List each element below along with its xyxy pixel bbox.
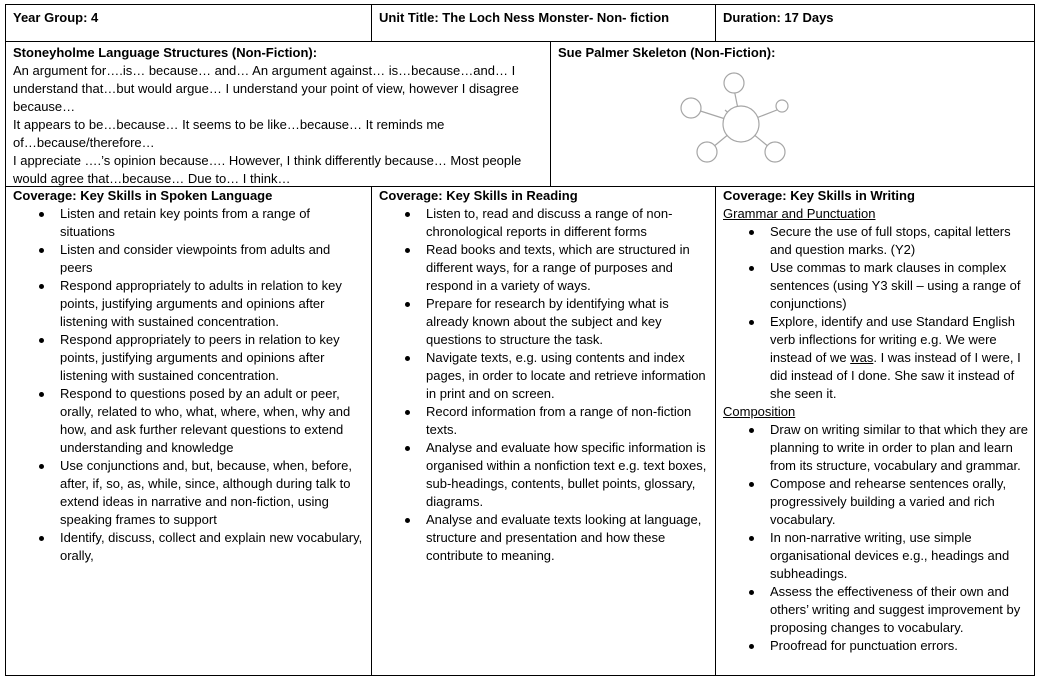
- list-item: Analyse and evaluate how specific information is organised within a nonfiction text e.g. text boxes, sub-headings, contents, bullet points, glossary, diagrams.: [426, 439, 709, 511]
- list-item: In non-narrative writing, use simple organisational devices e.g., headings and subheadings.: [770, 529, 1028, 583]
- list-item: Assess the effectiveness of their own and others’ writing and suggest improvement by proposing changes to vocabulary.: [770, 583, 1028, 637]
- language-line: An argument for….is… because… and… An argument against… is…because…and… I: [13, 63, 516, 78]
- skeleton-heading: Sue Palmer Skeleton (Non-Fiction):: [558, 45, 776, 60]
- unit-title-label: Unit Title: The Loch Ness Monster- Non- fiction: [379, 10, 670, 25]
- language-line: of…because/therefore…: [13, 135, 155, 150]
- language-line: understand that…but would argue… I understand your point of view, however I disagree: [13, 81, 519, 96]
- list-item: Respond to questions posed by an adult or peer, orally, related to who, what, where, when, why and how, and ask further relevant questions to extend understanding and knowledge: [60, 385, 365, 457]
- list-item: Analyse and evaluate texts looking at language, structure and presentation and how these contribute to meaning.: [426, 511, 709, 565]
- list-item: Read books and texts, which are structured in different ways, for a range of purposes and respond in a variety of ways.: [426, 241, 709, 295]
- language-structures-cell: [5, 41, 551, 187]
- list-item: [770, 313, 1028, 403]
- list-item: Record information from a range of non-fiction texts.: [426, 403, 709, 439]
- verb-text-before: Explore, identify and use Standard English verb inflections for writing e.g. We were instead of we: [770, 314, 1015, 365]
- grammar-list: [723, 223, 1028, 403]
- grammar-subheading: Grammar and Punctuation: [723, 206, 876, 221]
- writing-heading: Coverage: Key Skills in Writing: [723, 188, 915, 203]
- duration-cell: [715, 4, 1035, 42]
- list-item: Listen to, read and discuss a range of non-chronological reports in different forms: [426, 205, 709, 241]
- skeleton-cell: [550, 41, 1035, 187]
- reading-list: [379, 205, 709, 565]
- list-item: Respond appropriately to adults in relation to key points, justifying arguments and opinions after listening with sustained concentration.: [60, 277, 365, 331]
- spoken-language-cell: [5, 186, 372, 676]
- writing-cell: [715, 186, 1035, 676]
- list-item: Listen and consider viewpoints from adults and peers: [60, 241, 365, 277]
- language-line: It appears to be…because… It seems to be like…because… It reminds me: [13, 117, 445, 132]
- year-group-cell: [5, 4, 372, 42]
- duration-label: Duration: 17 Days: [723, 10, 834, 25]
- reading-cell: [371, 186, 716, 676]
- list-item: Proofread for punctuation errors.: [770, 637, 1028, 655]
- list-item: Use commas to mark clauses in complex sentences (using Y3 skill – using a range of conjunctions): [770, 259, 1028, 313]
- list-item: Draw on writing similar to that which they are planning to write in order to plan and learn from its structure, vocabulary and grammar.: [770, 422, 1028, 473]
- list-item: Secure the use of full stops, capital letters and question marks. (Y2): [770, 223, 1028, 259]
- spoken-list: [13, 205, 365, 565]
- list-item: Navigate texts, e.g. using contents and index pages, in order to locate and retrieve information in print and on screen.: [426, 349, 709, 403]
- language-line: because…: [13, 99, 76, 114]
- language-line: I appreciate ….’s opinion because…. However, I think differently because… Most people: [13, 153, 522, 168]
- list-item: Use conjunctions and, but, because, when, before, after, if, so, as, while, since, although during talk to extend ideas in narrative and non-fiction, using speaking frames to support: [60, 457, 365, 529]
- list-item: Listen and retain key points from a range of situations: [60, 205, 365, 241]
- list-item: Identify, discuss, collect and explain new vocabulary, orally,: [60, 529, 365, 565]
- year-group-label: Year Group: 4: [13, 10, 99, 25]
- unit-title-cell: [371, 4, 716, 42]
- list-item: Compose and rehearse sentences orally, progressively building a varied and rich vocabulary.: [770, 475, 1028, 529]
- spoken-heading: Coverage: Key Skills in Spoken Language: [13, 188, 273, 203]
- list-item: Prepare for research by identifying what is already known about the subject and key questions to structure the task.: [426, 295, 709, 349]
- language-line: would agree that…because… Due to… I think…: [13, 171, 291, 186]
- composition-subheading: Composition: [723, 404, 796, 419]
- list-item: Respond appropriately to peers in relation to key points, justifying arguments and opinions after listening with sustained concentration.: [60, 331, 365, 385]
- web-skeleton-icon: [679, 70, 799, 170]
- language-structures-heading: Stoneyholme Language Structures (Non-Fiction):: [13, 45, 318, 60]
- reading-heading: Coverage: Key Skills in Reading: [379, 188, 578, 203]
- underlined-word: was: [850, 350, 874, 365]
- composition-list: [723, 421, 1028, 655]
- verb-text-after: . I was instead of I were, I did instead of I done. She saw it instead of she seen it.: [770, 350, 1021, 401]
